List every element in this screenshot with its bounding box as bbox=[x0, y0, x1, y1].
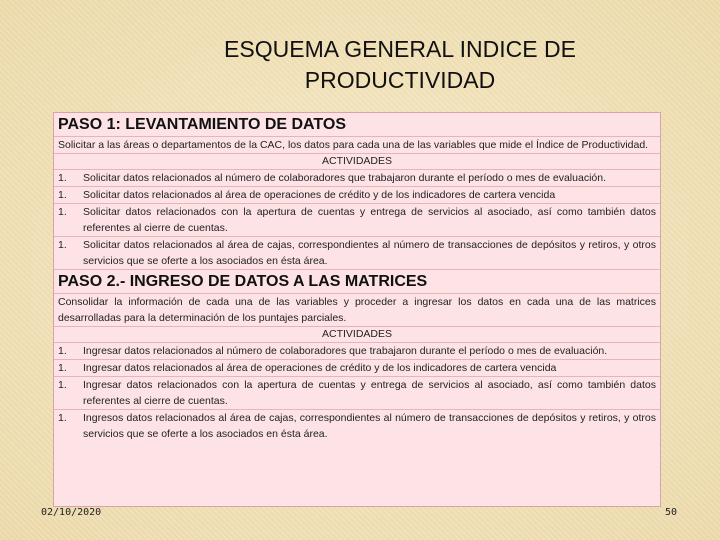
paso2-activities-header: ACTIVIDADES bbox=[54, 327, 660, 343]
paso2-description: Consolidar la información de cada una de las variables y proceder a ingresar los datos en cada una de las matrices desarrolladas para la determinación de los puntajes parciales. bbox=[54, 294, 660, 327]
paso2-activity-item bbox=[54, 377, 660, 410]
paso1-description: Solicitar a las áreas o departamentos de la CAC, los datos para cada una de las variables que mide el Índice de Productividad. bbox=[54, 137, 660, 154]
paso1-heading: PASO 1: LEVANTAMIENTO DE DATOS bbox=[54, 113, 660, 137]
item-text: Ingresar datos relacionados al número de colaboradores que trabajaron durante el período o mes de evaluación. bbox=[83, 345, 608, 357]
item-text: Solicitar datos relacionados al número de colaboradores que trabajaron durante el período o mes de evaluación. bbox=[83, 172, 606, 184]
item-text: Solicitar datos relacionados con la apertura de cuentas y entrega de servicios al asociado, así como también datos referentes al cierre de cuentas. bbox=[83, 206, 656, 234]
item-number: 1. bbox=[58, 362, 67, 374]
paso1-activity-item bbox=[54, 187, 660, 204]
paso1-activity-item bbox=[54, 237, 660, 270]
paso2-activity-item bbox=[54, 343, 660, 360]
paso1-activity-item bbox=[54, 170, 660, 187]
slide-title bbox=[110, 34, 690, 96]
slide-page-number: 50 bbox=[665, 507, 678, 518]
paso1-activity-item bbox=[54, 204, 660, 237]
item-number: 1. bbox=[58, 379, 67, 391]
item-number: 1. bbox=[58, 345, 67, 357]
item-text: Ingresos datos relacionados al área de cajas, correspondientes al número de transacciones de depósitos y retiros, y otros servicios que se oferte a los asociados en ésta área. bbox=[83, 412, 656, 440]
item-text: Ingresar datos relacionados con la apertura de cuentas y entrega de servicios al asociado, así como también datos referentes al cierre de cuentas. bbox=[83, 379, 656, 407]
item-number: 1. bbox=[58, 172, 67, 184]
item-text: Solicitar datos relacionados al área de operaciones de crédito y de los indicadores de cartera vencida bbox=[83, 189, 556, 201]
paso2-heading: PASO 2.- INGRESO DE DATOS A LAS MATRICES bbox=[54, 270, 660, 294]
process-table bbox=[53, 112, 661, 507]
item-number: 1. bbox=[58, 189, 67, 201]
item-number: 1. bbox=[58, 412, 67, 424]
item-text: Ingresar datos relacionados al área de operaciones de crédito y de los indicadores de cartera vencida bbox=[83, 362, 557, 374]
item-text: Solicitar datos relacionados al área de cajas, correspondientes al número de transacciones de depósitos y retiros, y otros servicios que se oferte a los asociados en ésta área. bbox=[83, 239, 656, 267]
item-number: 1. bbox=[58, 206, 67, 218]
slide-title-line1: ESQUEMA GENERAL INDICE DE bbox=[224, 36, 576, 62]
slide-date: 02/10/2020 bbox=[41, 507, 102, 518]
paso2-activity-item bbox=[54, 410, 660, 442]
paso1-activities-header: ACTIVIDADES bbox=[54, 154, 660, 170]
item-number: 1. bbox=[58, 239, 67, 251]
slide-title-line2: PRODUCTIVIDAD bbox=[304, 67, 496, 93]
paso2-activity-item bbox=[54, 360, 660, 377]
